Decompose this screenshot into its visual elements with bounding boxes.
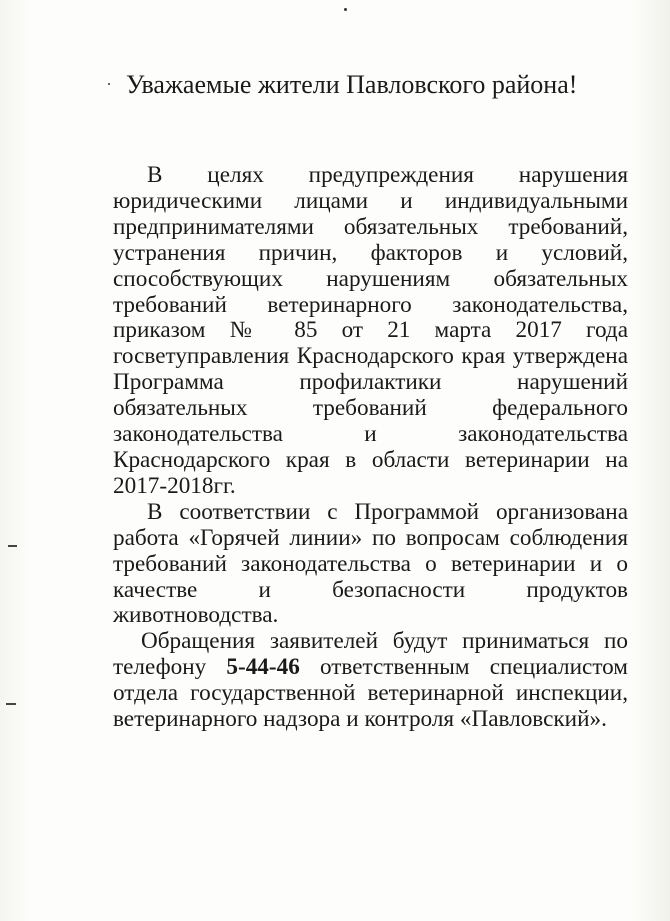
phone-number: 5-44-46	[226, 654, 300, 681]
scan-speck	[344, 8, 347, 11]
paragraph-program: В целях предупреждения нарушения юридическими лицами и индивидуальными предпринимателями обязательных требований, устранения причин, факторов и условий, способствующих нарушениям обязательных требований ветеринарного законодательства, приказом № 85 от 21 марта 2017 года госветуправления Краснодарского края утверждена Программа профилактики нарушений обязательных требований федерального законодательства и законодательства Краснодарского края в области ветеринарии на 2017-2018гг.	[113, 162, 628, 499]
contacts-text-after: ответственным специалистом отдела государственной ветеринарной инспекции, ветеринарного надзора и контроля «Павловский».	[113, 654, 628, 733]
scan-edge-mark	[6, 703, 16, 705]
contacts-text-before: Обращения заявителей будут приниматься по телефону	[113, 628, 628, 681]
paragraph-hotline: В соответствии с Программой организована работа «Горячей линии» по вопросам соблюдения требований законодательства о ветеринарии и о качестве и безопасности продуктов животноводства.	[113, 498, 628, 629]
scan-edge-mark	[8, 545, 17, 547]
document-title: Уважаемые жители Павловского района!	[126, 70, 578, 99]
document-body	[113, 163, 628, 733]
scan-speck	[108, 83, 110, 85]
paragraph-contacts	[113, 629, 628, 733]
